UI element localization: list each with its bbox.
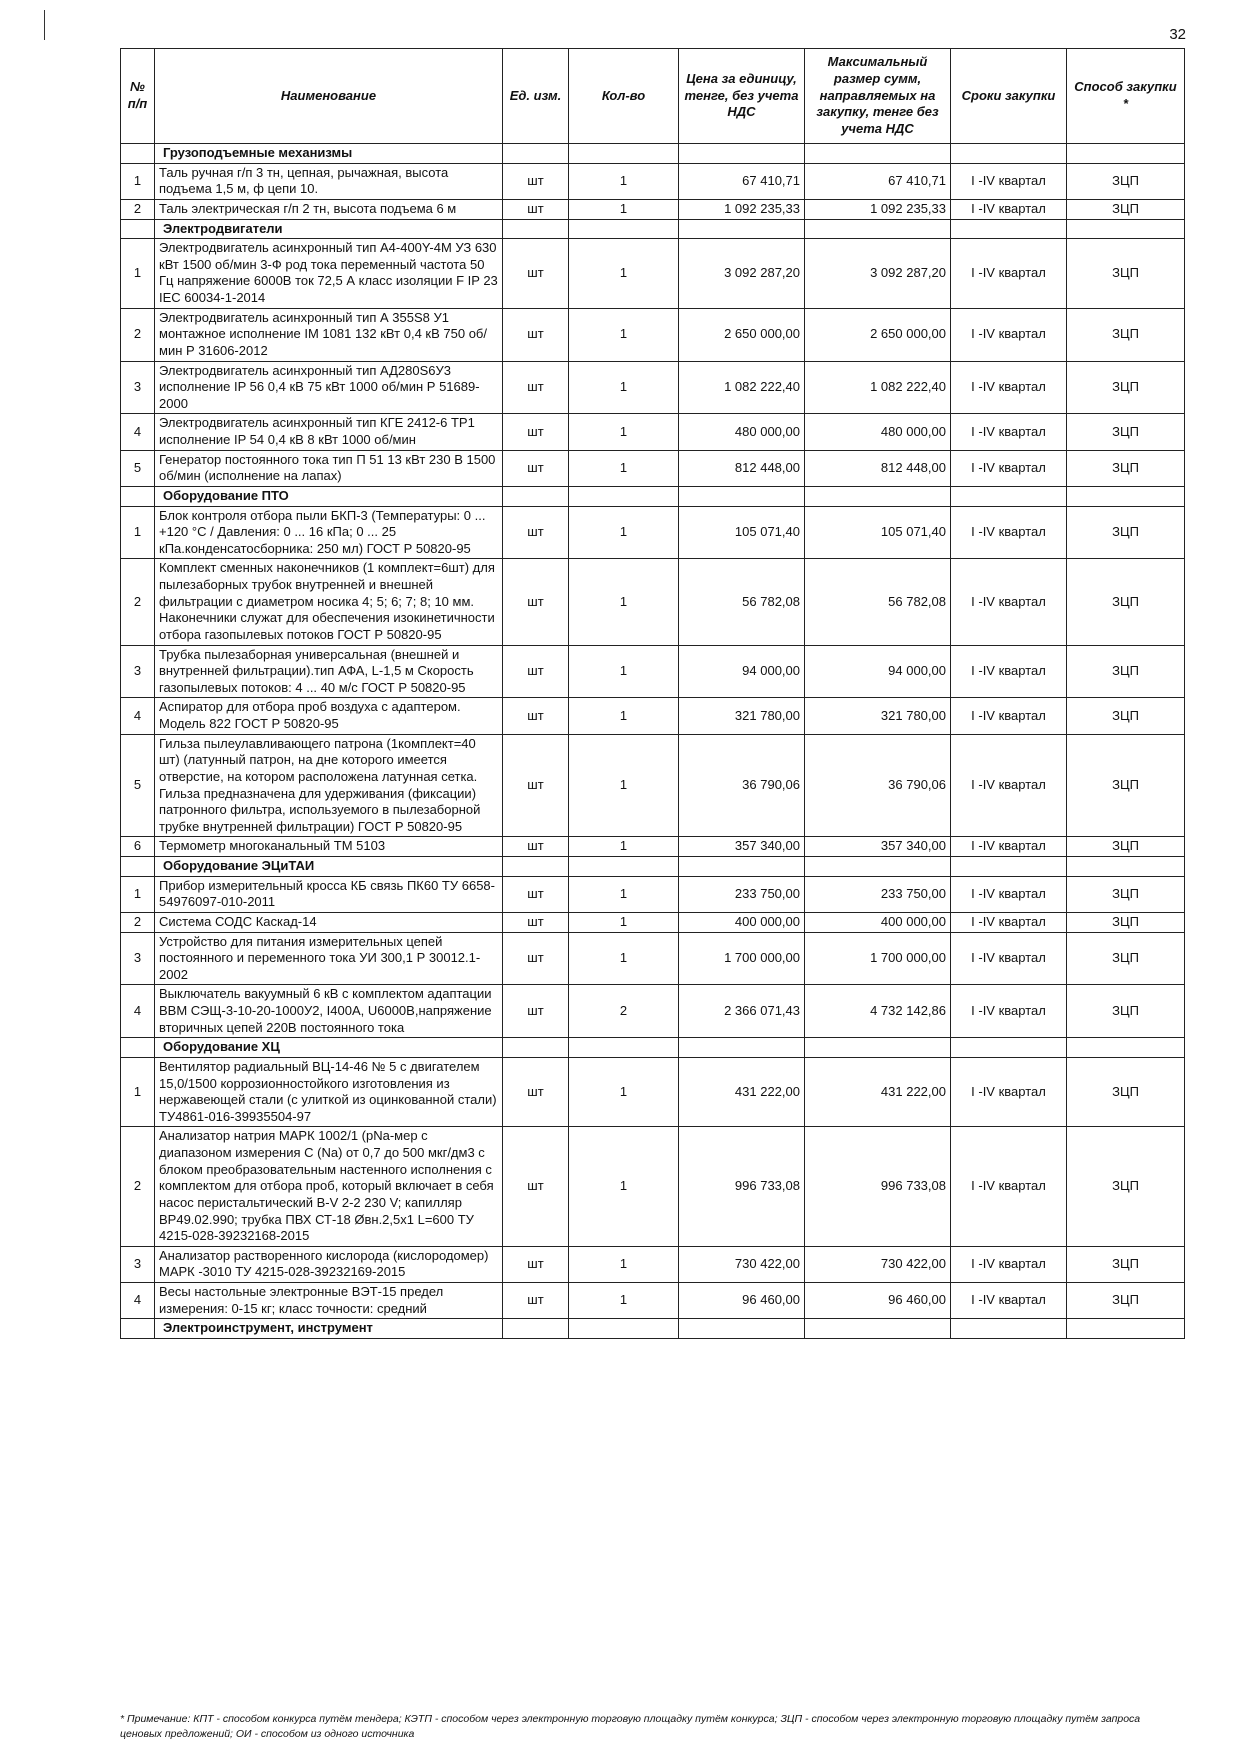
cell-sum: 321 780,00 — [805, 698, 951, 734]
cell-qty: 1 — [569, 932, 679, 985]
cell-unit: шт — [503, 912, 569, 932]
cell-num: 4 — [121, 985, 155, 1038]
cell-method: ЗЦП — [1067, 1127, 1185, 1246]
cell-name: Вентилятор радиальный ВЦ-14-46 № 5 с двигателем 15,0/1500 коррозионностойкого изготовления из нержавеющей стали (с улиткой из оцинкованной стали) ТУ4861-016-39935504-97 — [155, 1057, 503, 1127]
cell-num: 1 — [121, 876, 155, 912]
cell-qty: 1 — [569, 450, 679, 486]
cell-sum: 4 732 142,86 — [805, 985, 951, 1038]
cell-method: ЗЦП — [1067, 239, 1185, 309]
cell-sum: 812 448,00 — [805, 450, 951, 486]
cell-num: 3 — [121, 1246, 155, 1282]
cell-unit: шт — [503, 645, 569, 698]
cell-method: ЗЦП — [1067, 199, 1185, 219]
table-row — [121, 837, 1185, 857]
section-empty-cell — [503, 144, 569, 164]
cell-name: Выключатель вакуумный 6 кВ с комплектом адаптации ВВМ СЭЩ-3-10-20-1000У2, I400А, U6000В,напряжение вторичных цепей 220В постоянного тока — [155, 985, 503, 1038]
cell-method: ЗЦП — [1067, 1283, 1185, 1319]
table-body — [121, 144, 1185, 1339]
section-empty-cell — [1067, 144, 1185, 164]
section-empty-cell — [503, 857, 569, 877]
table-row — [121, 1246, 1185, 1282]
cell-sum: 94 000,00 — [805, 645, 951, 698]
header-row — [121, 49, 1185, 144]
table-row — [121, 361, 1185, 414]
cell-name: Устройство для питания измерительных цепей постоянного и переменного тока УИ 300,1 Р 30012.1-2002 — [155, 932, 503, 985]
cell-num: 5 — [121, 450, 155, 486]
section-title: Оборудование ХЦ — [155, 1038, 503, 1058]
cell-unit: шт — [503, 1283, 569, 1319]
cell-unit: шт — [503, 199, 569, 219]
cell-period: I -IV квартал — [951, 1246, 1067, 1282]
cell-unit: шт — [503, 414, 569, 450]
cell-price: 480 000,00 — [679, 414, 805, 450]
section-empty-cell — [805, 219, 951, 239]
header-qty: Кол-во — [569, 49, 679, 144]
section-empty-cell — [569, 486, 679, 506]
cell-price: 812 448,00 — [679, 450, 805, 486]
section-empty-cell — [951, 1319, 1067, 1339]
section-empty-cell — [679, 1319, 805, 1339]
cell-unit: шт — [503, 1127, 569, 1246]
table-row — [121, 912, 1185, 932]
cell-unit: шт — [503, 837, 569, 857]
section-num-cell — [121, 857, 155, 877]
cell-num: 4 — [121, 414, 155, 450]
section-empty-cell — [569, 857, 679, 877]
section-empty-cell — [1067, 1038, 1185, 1058]
cell-price: 2 650 000,00 — [679, 308, 805, 361]
cell-unit: шт — [503, 361, 569, 414]
cell-unit: шт — [503, 734, 569, 837]
cell-name: Комплект сменных наконечников (1 комплект=6шт) для пылезаборных трубок внутренней и внешней фильтрации с диаметром носика 4; 5; 6; 7; 8; 10 мм. Наконечники служат для обеспечения изокинетичности отбора газопылевых потоков ГОСТ Р 50820-95 — [155, 559, 503, 645]
cell-period: I -IV квартал — [951, 932, 1067, 985]
cell-price: 357 340,00 — [679, 837, 805, 857]
cell-method: ЗЦП — [1067, 734, 1185, 837]
cell-price: 67 410,71 — [679, 163, 805, 199]
table-row — [121, 414, 1185, 450]
cell-unit: шт — [503, 1246, 569, 1282]
cell-period: I -IV квартал — [951, 876, 1067, 912]
table-row — [121, 163, 1185, 199]
cell-price: 36 790,06 — [679, 734, 805, 837]
cell-period: I -IV квартал — [951, 734, 1067, 837]
cell-method: ЗЦП — [1067, 414, 1185, 450]
cell-name: Прибор измерительный кросса КБ связь ПК60 ТУ 6658-54976097-010-2011 — [155, 876, 503, 912]
cell-name: Электродвигатель асинхронный тип АД280S6У3 исполнение IP 56 0,4 кВ 75 кВт 1000 об/мин Р 51689-2000 — [155, 361, 503, 414]
margin-mark — [44, 10, 45, 40]
cell-qty: 1 — [569, 876, 679, 912]
section-empty-cell — [569, 1319, 679, 1339]
cell-unit: шт — [503, 698, 569, 734]
cell-qty: 2 — [569, 985, 679, 1038]
cell-sum: 96 460,00 — [805, 1283, 951, 1319]
cell-qty: 1 — [569, 1127, 679, 1246]
cell-unit: шт — [503, 308, 569, 361]
section-empty-cell — [1067, 219, 1185, 239]
table-row — [121, 199, 1185, 219]
header-price: Цена за единицу, тенге, без учета НДС — [679, 49, 805, 144]
cell-num: 2 — [121, 308, 155, 361]
cell-unit: шт — [503, 1057, 569, 1127]
cell-unit: шт — [503, 450, 569, 486]
cell-sum: 233 750,00 — [805, 876, 951, 912]
section-title: Оборудование ЭЦиТАИ — [155, 857, 503, 877]
cell-method: ЗЦП — [1067, 912, 1185, 932]
cell-period: I -IV квартал — [951, 361, 1067, 414]
section-num-cell — [121, 144, 155, 164]
cell-price: 400 000,00 — [679, 912, 805, 932]
cell-price: 56 782,08 — [679, 559, 805, 645]
table-row — [121, 876, 1185, 912]
footnote: * Примечание: КПТ - способом конкурса путём тендера; КЭТП - способом через электронную торговую площадку путём конкурса; ЗЦП - способом через электронную торговую площадку путём запроса ценовых предложений; ОИ - способом из одного источника — [120, 1713, 1141, 1740]
cell-qty: 1 — [569, 837, 679, 857]
section-empty-cell — [679, 1038, 805, 1058]
cell-sum: 1 092 235,33 — [805, 199, 951, 219]
cell-method: ЗЦП — [1067, 837, 1185, 857]
cell-unit: шт — [503, 985, 569, 1038]
cell-num: 6 — [121, 837, 155, 857]
cell-name: Электродвигатель асинхронный тип КГЕ 2412-6 ТР1 исполнение IP 54 0,4 кВ 8 кВт 1000 об/мин — [155, 414, 503, 450]
cell-price: 1 092 235,33 — [679, 199, 805, 219]
cell-price: 431 222,00 — [679, 1057, 805, 1127]
cell-method: ЗЦП — [1067, 559, 1185, 645]
section-empty-cell — [951, 486, 1067, 506]
section-empty-cell — [805, 1319, 951, 1339]
cell-period: I -IV квартал — [951, 1057, 1067, 1127]
cell-unit: шт — [503, 932, 569, 985]
section-row — [121, 1038, 1185, 1058]
cell-unit: шт — [503, 239, 569, 309]
cell-sum: 1 700 000,00 — [805, 932, 951, 985]
cell-method: ЗЦП — [1067, 932, 1185, 985]
cell-method: ЗЦП — [1067, 985, 1185, 1038]
cell-period: I -IV квартал — [951, 985, 1067, 1038]
section-empty-cell — [951, 1038, 1067, 1058]
cell-price: 2 366 071,43 — [679, 985, 805, 1038]
cell-period: I -IV квартал — [951, 698, 1067, 734]
cell-qty: 1 — [569, 308, 679, 361]
section-empty-cell — [679, 144, 805, 164]
section-empty-cell — [1067, 1319, 1185, 1339]
cell-qty: 1 — [569, 1246, 679, 1282]
cell-sum: 1 082 222,40 — [805, 361, 951, 414]
table-row — [121, 506, 1185, 559]
cell-num: 2 — [121, 559, 155, 645]
cell-sum: 400 000,00 — [805, 912, 951, 932]
cell-qty: 1 — [569, 506, 679, 559]
cell-period: I -IV квартал — [951, 1127, 1067, 1246]
section-empty-cell — [805, 144, 951, 164]
cell-method: ЗЦП — [1067, 645, 1185, 698]
page-number: 32 — [1169, 26, 1186, 43]
cell-method: ЗЦП — [1067, 506, 1185, 559]
cell-num: 1 — [121, 163, 155, 199]
cell-price: 105 071,40 — [679, 506, 805, 559]
table-row — [121, 559, 1185, 645]
procurement-table — [120, 48, 1185, 1339]
section-empty-cell — [1067, 857, 1185, 877]
section-empty-cell — [679, 857, 805, 877]
cell-qty: 1 — [569, 645, 679, 698]
table-row — [121, 698, 1185, 734]
cell-period: I -IV квартал — [951, 414, 1067, 450]
cell-price: 1 700 000,00 — [679, 932, 805, 985]
table-row — [121, 645, 1185, 698]
cell-name: Система СОДС Каскад-14 — [155, 912, 503, 932]
section-row — [121, 1319, 1185, 1339]
cell-method: ЗЦП — [1067, 876, 1185, 912]
section-empty-cell — [569, 144, 679, 164]
section-empty-cell — [503, 1319, 569, 1339]
section-empty-cell — [951, 219, 1067, 239]
table-row — [121, 450, 1185, 486]
cell-method: ЗЦП — [1067, 698, 1185, 734]
section-num-cell — [121, 486, 155, 506]
section-empty-cell — [503, 486, 569, 506]
cell-num: 1 — [121, 506, 155, 559]
cell-name: Таль электрическая г/п 2 тн, высота подъема 6 м — [155, 199, 503, 219]
cell-sum: 36 790,06 — [805, 734, 951, 837]
section-row — [121, 857, 1185, 877]
table-row — [121, 1057, 1185, 1127]
table-row — [121, 239, 1185, 309]
table-row — [121, 985, 1185, 1038]
cell-sum: 480 000,00 — [805, 414, 951, 450]
cell-name: Генератор постоянного тока тип П 51 13 кВт 230 В 1500 об/мин (исполнение на лапах) — [155, 450, 503, 486]
cell-sum: 105 071,40 — [805, 506, 951, 559]
cell-period: I -IV квартал — [951, 1283, 1067, 1319]
cell-name: Блок контроля отбора пыли БКП-3 (Температуры: 0 ... +120 °С / Давления: 0 ... 16 кПа; 0 ... 25 кПа.конденсатосборника: 250 мл) ГОСТ Р 50820-95 — [155, 506, 503, 559]
section-title: Электроинструмент, инструмент — [155, 1319, 503, 1339]
cell-sum: 431 222,00 — [805, 1057, 951, 1127]
header-period: Сроки закупки — [951, 49, 1067, 144]
section-row — [121, 486, 1185, 506]
cell-qty: 1 — [569, 734, 679, 837]
cell-qty: 1 — [569, 163, 679, 199]
cell-qty: 1 — [569, 361, 679, 414]
cell-sum: 67 410,71 — [805, 163, 951, 199]
cell-qty: 1 — [569, 912, 679, 932]
table-row — [121, 308, 1185, 361]
cell-unit: шт — [503, 876, 569, 912]
cell-method: ЗЦП — [1067, 361, 1185, 414]
cell-num: 3 — [121, 361, 155, 414]
cell-num: 1 — [121, 239, 155, 309]
cell-unit: шт — [503, 506, 569, 559]
cell-unit: шт — [503, 559, 569, 645]
section-empty-cell — [679, 219, 805, 239]
cell-num: 1 — [121, 1057, 155, 1127]
section-row — [121, 219, 1185, 239]
cell-unit: шт — [503, 163, 569, 199]
section-num-cell — [121, 219, 155, 239]
section-empty-cell — [951, 857, 1067, 877]
section-empty-cell — [951, 144, 1067, 164]
section-title: Грузоподъемные механизмы — [155, 144, 503, 164]
cell-qty: 1 — [569, 239, 679, 309]
cell-sum: 3 092 287,20 — [805, 239, 951, 309]
cell-name: Аспиратор для отбора проб воздуха с адаптером. Модель 822 ГОСТ Р 50820-95 — [155, 698, 503, 734]
cell-period: I -IV квартал — [951, 239, 1067, 309]
cell-period: I -IV квартал — [951, 308, 1067, 361]
section-empty-cell — [805, 486, 951, 506]
cell-num: 3 — [121, 932, 155, 985]
cell-price: 3 092 287,20 — [679, 239, 805, 309]
cell-sum: 996 733,08 — [805, 1127, 951, 1246]
cell-price: 996 733,08 — [679, 1127, 805, 1246]
section-empty-cell — [569, 1038, 679, 1058]
section-empty-cell — [1067, 486, 1185, 506]
cell-qty: 1 — [569, 698, 679, 734]
cell-name: Электродвигатель асинхронный тип А4-400Y-4М УЗ 630 кВт 1500 об/мин 3-Ф род тока переменный частота 50 Гц напряжение 6000В ток 72,5 А класс изоляции F IP 23 IEC 60034-1-2014 — [155, 239, 503, 309]
header-sum: Максимальный размер сумм, направляемых на закупку, тенге без учета НДС — [805, 49, 951, 144]
table-row — [121, 1283, 1185, 1319]
cell-sum: 2 650 000,00 — [805, 308, 951, 361]
cell-name: Электродвигатель асинхронный тип А 355S8 У1 монтажное исполнение IM 1081 132 кВт 0,4 кВ 750 об/мин Р 31606-2012 — [155, 308, 503, 361]
table-row — [121, 734, 1185, 837]
cell-sum: 357 340,00 — [805, 837, 951, 857]
table-row — [121, 932, 1185, 985]
cell-period: I -IV квартал — [951, 559, 1067, 645]
cell-num: 2 — [121, 912, 155, 932]
header-method: Способ закупки * — [1067, 49, 1185, 144]
cell-qty: 1 — [569, 559, 679, 645]
cell-period: I -IV квартал — [951, 199, 1067, 219]
cell-period: I -IV квартал — [951, 837, 1067, 857]
cell-name: Таль ручная г/п 3 тн, цепная, рычажная, высота подъема 1,5 м, ф цепи 10. — [155, 163, 503, 199]
cell-method: ЗЦП — [1067, 163, 1185, 199]
cell-price: 730 422,00 — [679, 1246, 805, 1282]
cell-name: Весы настольные электронные ВЭТ-15 предел измерения: 0-15 кг; класс точности: средний — [155, 1283, 503, 1319]
table-row — [121, 1127, 1185, 1246]
cell-period: I -IV квартал — [951, 163, 1067, 199]
cell-price: 321 780,00 — [679, 698, 805, 734]
cell-num: 3 — [121, 645, 155, 698]
section-empty-cell — [569, 219, 679, 239]
cell-num: 5 — [121, 734, 155, 837]
section-empty-cell — [679, 486, 805, 506]
cell-method: ЗЦП — [1067, 308, 1185, 361]
cell-method: ЗЦП — [1067, 1246, 1185, 1282]
cell-price: 1 082 222,40 — [679, 361, 805, 414]
cell-period: I -IV квартал — [951, 506, 1067, 559]
cell-name: Трубка пылезаборная универсальная (внешней и внутренней фильтрации).тип АФА, L-1,5 м Скорость газопылевых потоков: 4 ... 40 м/с ГОСТ Р 50820-95 — [155, 645, 503, 698]
cell-num: 4 — [121, 698, 155, 734]
section-empty-cell — [503, 1038, 569, 1058]
section-empty-cell — [805, 1038, 951, 1058]
cell-num: 2 — [121, 1127, 155, 1246]
section-title: Электродвигатели — [155, 219, 503, 239]
cell-method: ЗЦП — [1067, 1057, 1185, 1127]
cell-name: Анализатор натрия МАРК 1002/1 (рNа-мер с диапазоном измерения С (Na) от 0,7 до 500 мкг/дм3 с блоком преобразовательным настенного исполнения с комплектом для отбора проб, который включает в себя насос перистальтический B-V 2-2 230 V; капилляр ВР49.02.990; трубка ПВХ СТ-18 Øвн.2,5х1 L=600 ТУ 4215-028-39232168-2015 — [155, 1127, 503, 1246]
cell-method: ЗЦП — [1067, 450, 1185, 486]
section-empty-cell — [805, 857, 951, 877]
cell-sum: 56 782,08 — [805, 559, 951, 645]
cell-sum: 730 422,00 — [805, 1246, 951, 1282]
cell-price: 96 460,00 — [679, 1283, 805, 1319]
cell-period: I -IV квартал — [951, 645, 1067, 698]
cell-price: 94 000,00 — [679, 645, 805, 698]
cell-name: Анализатор растворенного кислорода (кислородомер) МАРК -3010 ТУ 4215-028-39232169-2015 — [155, 1246, 503, 1282]
cell-qty: 1 — [569, 199, 679, 219]
cell-period: I -IV квартал — [951, 912, 1067, 932]
header-name: Наименование — [155, 49, 503, 144]
cell-qty: 1 — [569, 414, 679, 450]
header-unit: Ед. изм. — [503, 49, 569, 144]
section-empty-cell — [503, 219, 569, 239]
section-row — [121, 144, 1185, 164]
cell-price: 233 750,00 — [679, 876, 805, 912]
cell-name: Термометр многоканальный ТМ 5103 — [155, 837, 503, 857]
section-num-cell — [121, 1038, 155, 1058]
cell-period: I -IV квартал — [951, 450, 1067, 486]
cell-qty: 1 — [569, 1057, 679, 1127]
section-title: Оборудование ПТО — [155, 486, 503, 506]
header-num: № п/п — [121, 49, 155, 144]
section-num-cell — [121, 1319, 155, 1339]
cell-num: 4 — [121, 1283, 155, 1319]
cell-num: 2 — [121, 199, 155, 219]
cell-qty: 1 — [569, 1283, 679, 1319]
cell-name: Гильза пылеулавливающего патрона (1комплект=40 шт) (латунный патрон, на дне которого имеется отверстие, на котором расположена латунная сетка. Гильза предназначена для удерживания (фиксации) патронного фильтра, используемого в пылезаборной трубке внутренней фильтрации) ГОСТ Р 50820-95 — [155, 734, 503, 837]
